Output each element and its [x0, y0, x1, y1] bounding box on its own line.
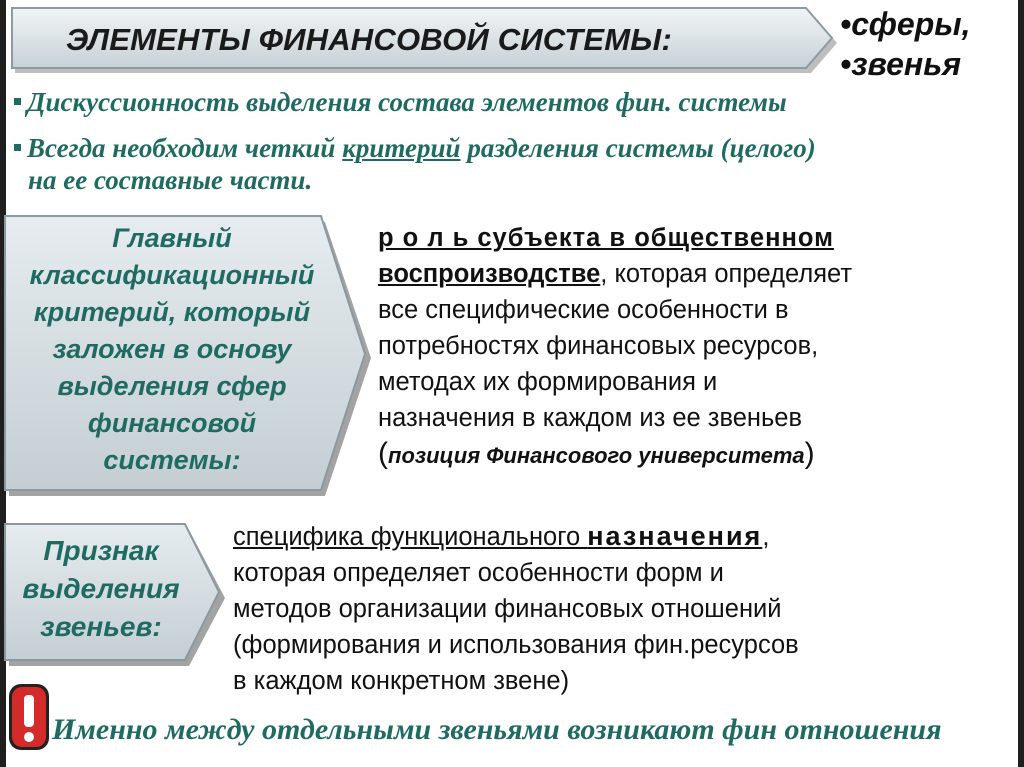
exclamation-icon	[6, 681, 52, 758]
page-title: ЭЛЕМЕНТЫ ФИНАНСОВОЙ СИСТЕМЫ:	[66, 22, 672, 57]
criterion-box-text	[9, 220, 335, 479]
link-sign-line: Признак	[43, 535, 159, 566]
purpose-text-4: (формирования и использования фин.ресурсов	[233, 631, 799, 659]
side-item-links: •звенья	[840, 46, 962, 82]
role-text-1: , которая определяет	[600, 260, 853, 288]
role-text-4: методах их формирования и	[378, 368, 718, 396]
purpose-comma: ,	[762, 523, 770, 551]
criterion-line: критерий, который	[33, 297, 311, 327]
role-heading: р о л ь субъекта в общественном	[378, 224, 834, 252]
bullet-1-text: Дискуссионность выделения состава элементов фин. системы	[27, 87, 787, 117]
purpose-text-2: которая определяет особенности форм и	[233, 559, 724, 587]
criterion-box	[3, 212, 375, 507]
university-position: позиция Финансового университета	[388, 443, 805, 468]
role-text-2: все специфические особенности в	[378, 296, 789, 324]
purpose-keyword: назначения	[587, 521, 763, 551]
bullet-1	[14, 86, 787, 118]
role-description	[378, 220, 852, 474]
purpose-text-1: специфика функционального	[233, 523, 588, 551]
criterion-line: классификационный	[29, 260, 315, 290]
purpose-text-3: методов организации финансовых отношений	[233, 595, 782, 623]
role-heading-2: воспроизводстве	[378, 260, 601, 288]
bullet-2-line2: на ее составные части.	[28, 165, 313, 195]
link-sign-line: выделения	[22, 573, 180, 604]
purpose-description	[233, 518, 799, 699]
criterion-line: финансовой	[87, 408, 257, 438]
purpose-text-5: в каждом конкретном звене)	[233, 667, 570, 695]
criterion-line: Главный	[112, 223, 232, 253]
role-text-5: назначения в каждом из ее звеньев	[378, 404, 803, 432]
link-sign-line: звеньев:	[40, 611, 162, 642]
criterion-line: системы:	[103, 445, 241, 475]
right-frame-border	[1018, 0, 1024, 767]
bullet-2-underlined: критерий	[342, 133, 461, 163]
link-sign-box-text	[7, 532, 195, 646]
bullet-marker	[14, 144, 21, 151]
paren-close: )	[804, 437, 815, 470]
title-banner	[8, 4, 838, 79]
bullet-2	[14, 132, 816, 164]
top-right-list	[840, 4, 970, 84]
bullet-2-text-b: разделения системы (целого)	[460, 133, 816, 163]
bullet-marker	[14, 98, 21, 105]
side-item-spheres: •сферы,	[840, 6, 971, 42]
bullet-2-text-a: Всегда необходим четкий	[27, 133, 343, 163]
bottom-conclusion: Именно между отдельными звеньями возникают фин отношения	[52, 713, 942, 746]
criterion-line: выделения сфер	[57, 371, 287, 401]
paren-open: (	[378, 437, 388, 470]
link-sign-box	[3, 520, 229, 675]
role-text-3: потребностях финансовых ресурсов,	[378, 332, 819, 360]
criterion-line: заложен в основу	[52, 334, 292, 364]
